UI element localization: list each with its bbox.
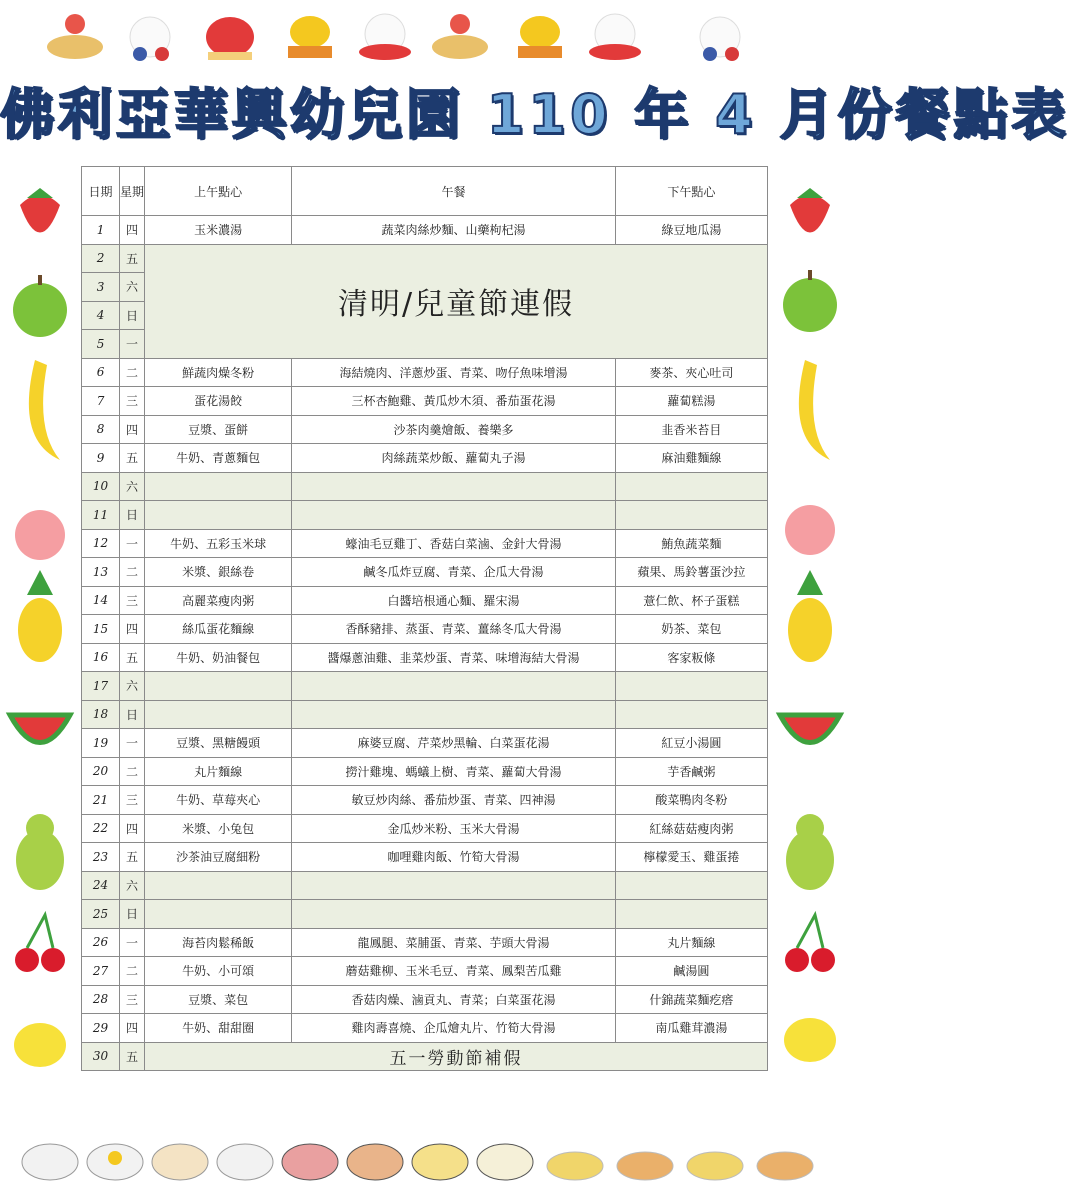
lunch-cell: 香酥豬排、蒸蛋、青菜、薑絲冬瓜大骨湯: [292, 615, 615, 644]
morning-snack-cell: 豆漿、蛋餅: [145, 415, 292, 444]
afternoon-snack-cell: 南瓜雞茸濃湯: [615, 1014, 767, 1043]
cherry-icon: [15, 915, 65, 972]
morning-snack-cell: 米漿、小兔包: [145, 814, 292, 843]
ramen-bowl-icon: [282, 1144, 338, 1180]
afternoon-snack-cell: 麻油雞麵線: [615, 444, 767, 473]
date-cell: 23: [82, 843, 120, 872]
lunch-cell: 三杯杏鮑雞、黃瓜炒木須、番茄蛋花湯: [292, 387, 615, 416]
lunch-cell: 白醬培根通心麵、羅宋湯: [292, 586, 615, 615]
table-row: [82, 472, 768, 501]
morning-snack-cell: 牛奶、五彩玉米球: [145, 529, 292, 558]
morning-snack-cell: 高麗菜瘦肉粥: [145, 586, 292, 615]
morning-snack-cell: 海苔肉鬆稀飯: [145, 928, 292, 957]
header-morning-snack: 上午點心: [145, 167, 292, 216]
morning-snack-cell: 牛奶、甜甜圈: [145, 1014, 292, 1043]
table-row: [82, 216, 768, 245]
weekday-cell: 六: [120, 672, 145, 701]
cherry-icon: [785, 915, 835, 972]
weekday-cell: 五: [120, 843, 145, 872]
table-row: [82, 757, 768, 786]
weekday-cell: 日: [120, 700, 145, 729]
table-row: [82, 985, 768, 1014]
header-date: 日期: [82, 167, 120, 216]
fried-rice-icon: [547, 1152, 603, 1180]
afternoon-snack-cell: 麥茶、夾心吐司: [615, 358, 767, 387]
empty-cell: [292, 900, 615, 929]
empty-cell: [615, 700, 767, 729]
morning-snack-cell: 豆漿、黑糖饅頭: [145, 729, 292, 758]
noodle-bowl-icon: [217, 1144, 273, 1180]
empty-cell: [615, 472, 767, 501]
apple-icon: [13, 275, 67, 337]
banana-icon: [29, 360, 60, 460]
page-title: 佛利亞華興幼兒園 110 年 4 月份餐點表: [0, 83, 1070, 146]
weekday-cell: 二: [120, 558, 145, 587]
lunch-cell: 雞肉壽喜燒、企瓜燴丸片、竹筍大骨湯: [292, 1014, 615, 1043]
weekday-cell: 日: [120, 501, 145, 530]
empty-cell: [292, 501, 615, 530]
table-header-row: [82, 167, 768, 216]
watermelon-icon: [780, 715, 840, 743]
afternoon-snack-cell: 綠豆地瓜湯: [615, 216, 767, 245]
lemon-icon: [14, 1023, 66, 1067]
lunch-cell: 海結燒肉、洋蔥炒蛋、青菜、吻仔魚味增湯: [292, 358, 615, 387]
date-cell: 19: [82, 729, 120, 758]
rice-ball-icon: [700, 17, 740, 61]
table-row: [82, 928, 768, 957]
weekday-cell: 五: [120, 444, 145, 473]
table-row: [82, 529, 768, 558]
date-cell: 29: [82, 1014, 120, 1043]
weekday-cell: 六: [120, 273, 145, 302]
afternoon-snack-cell: 丸片麵線: [615, 928, 767, 957]
date-cell: 6: [82, 358, 120, 387]
morning-snack-cell: 牛奶、青蔥麵包: [145, 444, 292, 473]
afternoon-snack-cell: 客家粄條: [615, 643, 767, 672]
date-cell: 17: [82, 672, 120, 701]
ramen-bowl-icon: [477, 1144, 533, 1180]
table-row: [82, 814, 768, 843]
date-cell: 14: [82, 586, 120, 615]
weekday-cell: 四: [120, 1014, 145, 1043]
empty-cell: [292, 871, 615, 900]
afternoon-snack-cell: 檸檬愛玉、雞蛋捲: [615, 843, 767, 872]
bottom-food-illustrations: [20, 1130, 820, 1190]
afternoon-snack-cell: 酸菜鴨肉冬粉: [615, 786, 767, 815]
date-cell: 4: [82, 301, 120, 330]
date-cell: 20: [82, 757, 120, 786]
right-fruit-border: [775, 160, 845, 1120]
weekday-cell: 六: [120, 871, 145, 900]
date-cell: 7: [82, 387, 120, 416]
lunch-cell: 龍鳳腿、菜脯蛋、青菜、芋頭大骨湯: [292, 928, 615, 957]
weekday-cell: 五: [120, 643, 145, 672]
date-cell: 13: [82, 558, 120, 587]
table-row: [82, 387, 768, 416]
date-cell: 3: [82, 273, 120, 302]
weekday-cell: 三: [120, 586, 145, 615]
date-cell: 5: [82, 330, 120, 359]
noodle-bowl-icon: [22, 1144, 78, 1180]
pineapple-icon: [788, 570, 832, 662]
weekday-cell: 三: [120, 786, 145, 815]
weekday-cell: 一: [120, 330, 145, 359]
table-row: [82, 900, 768, 929]
date-cell: 10: [82, 472, 120, 501]
table-row: [82, 501, 768, 530]
empty-cell: [145, 672, 292, 701]
empty-cell: [292, 700, 615, 729]
afternoon-snack-cell: 鮪魚蔬菜麵: [615, 529, 767, 558]
table-row: [82, 957, 768, 986]
lunch-cell: 香菇肉燥、滷貢丸、青菜；白菜蛋花湯: [292, 985, 615, 1014]
ramen-bowl-icon: [347, 1144, 403, 1180]
strawberry-dessert-icon: [359, 14, 411, 60]
header-afternoon-snack: 下午點心: [615, 167, 767, 216]
noodle-bowl-icon: [152, 1144, 208, 1180]
morning-snack-cell: 沙茶油豆腐細粉: [145, 843, 292, 872]
table-row: [82, 729, 768, 758]
lemon-icon: [784, 1018, 836, 1062]
morning-snack-cell: 鮮蔬肉燥冬粉: [145, 358, 292, 387]
fried-rice-icon: [617, 1152, 673, 1180]
peach-icon: [15, 510, 65, 560]
afternoon-snack-cell: 芋香鹹粥: [615, 757, 767, 786]
weekday-cell: 三: [120, 387, 145, 416]
rice-ball-icon: [130, 17, 170, 61]
noodle-bowl-icon: [87, 1144, 143, 1180]
strawberry-icon: [20, 188, 60, 233]
afternoon-snack-cell: 什錦蔬菜麵疙瘩: [615, 985, 767, 1014]
date-cell: 12: [82, 529, 120, 558]
header-lunch: 午餐: [292, 167, 615, 216]
weekday-cell: 四: [120, 415, 145, 444]
lunch-cell: 麻婆豆腐、芹菜炒黑輪、白菜蛋花湯: [292, 729, 615, 758]
empty-cell: [145, 472, 292, 501]
pancake-icon: [432, 14, 488, 59]
lunch-cell: 沙茶肉羹燴飯、養樂多: [292, 415, 615, 444]
table-row: [82, 244, 768, 273]
weekday-cell: 一: [120, 928, 145, 957]
table-row: [82, 700, 768, 729]
date-cell: 30: [82, 1042, 120, 1071]
date-cell: 8: [82, 415, 120, 444]
pancake-icon: [47, 14, 103, 59]
afternoon-snack-cell: 鹹湯圓: [615, 957, 767, 986]
header-weekday: 星期: [120, 167, 145, 216]
pudding-icon: [518, 16, 562, 58]
fried-rice-icon: [687, 1152, 743, 1180]
weekday-cell: 三: [120, 985, 145, 1014]
holiday-label: 清明/兒童節連假: [145, 244, 768, 358]
table-row: [82, 786, 768, 815]
lunch-cell: 鹹冬瓜炸豆腐、青菜、企瓜大骨湯: [292, 558, 615, 587]
morning-snack-cell: 米漿、銀絲卷: [145, 558, 292, 587]
weekday-cell: 四: [120, 216, 145, 245]
apple-icon: [783, 270, 837, 332]
table-row: [82, 643, 768, 672]
weekday-cell: 日: [120, 301, 145, 330]
weekday-cell: 一: [120, 529, 145, 558]
weekday-cell: 六: [120, 472, 145, 501]
empty-cell: [292, 472, 615, 501]
weekday-cell: 二: [120, 757, 145, 786]
weekday-cell: 一: [120, 729, 145, 758]
table-row: [82, 871, 768, 900]
table-row: [82, 358, 768, 387]
date-cell: 15: [82, 615, 120, 644]
fried-rice-icon: [757, 1152, 813, 1180]
date-cell: 2: [82, 244, 120, 273]
banana-icon: [799, 360, 830, 460]
table-row: [82, 843, 768, 872]
empty-cell: [615, 900, 767, 929]
lunch-cell: 蘑菇雞柳、玉米毛豆、青菜、鳳梨苦瓜雞: [292, 957, 615, 986]
lunch-cell: 撈汁雞塊、螞蟻上樹、青菜、蘿蔔大骨湯: [292, 757, 615, 786]
lunch-cell: 咖哩雞肉飯、竹筍大骨湯: [292, 843, 615, 872]
weekday-cell: 五: [120, 244, 145, 273]
meal-table: [81, 166, 768, 1071]
weekday-cell: 五: [120, 1042, 145, 1071]
morning-snack-cell: 絲瓜蛋花麵線: [145, 615, 292, 644]
peach-icon: [785, 505, 835, 555]
empty-cell: [615, 501, 767, 530]
table-row: [82, 615, 768, 644]
lunch-cell: 肉絲蔬菜炒飯、蘿蔔丸子湯: [292, 444, 615, 473]
afternoon-snack-cell: 韭香米苔目: [615, 415, 767, 444]
empty-cell: [145, 501, 292, 530]
pineapple-icon: [18, 570, 62, 662]
empty-cell: [145, 900, 292, 929]
strawberry-dessert-icon: [589, 14, 641, 60]
empty-cell: [292, 672, 615, 701]
date-cell: 25: [82, 900, 120, 929]
morning-snack-cell: 牛奶、草莓夾心: [145, 786, 292, 815]
afternoon-snack-cell: 紅絲菇菇瘦肉粥: [615, 814, 767, 843]
weekday-cell: 二: [120, 358, 145, 387]
morning-snack-cell: 牛奶、小可頌: [145, 957, 292, 986]
strawberry-icon: [790, 188, 830, 233]
afternoon-snack-cell: 蘿蔔糕湯: [615, 387, 767, 416]
empty-cell: [615, 672, 767, 701]
date-cell: 26: [82, 928, 120, 957]
empty-cell: [615, 871, 767, 900]
weekday-cell: 二: [120, 957, 145, 986]
weekday-cell: 四: [120, 615, 145, 644]
table-row: [82, 586, 768, 615]
table-row: [82, 1014, 768, 1043]
afternoon-snack-cell: 奶茶、菜包: [615, 615, 767, 644]
table-row: [82, 415, 768, 444]
date-cell: 9: [82, 444, 120, 473]
ramen-bowl-icon: [412, 1144, 468, 1180]
table-row: [82, 444, 768, 473]
date-cell: 16: [82, 643, 120, 672]
table-row: [82, 1042, 768, 1071]
pear-icon: [786, 814, 834, 890]
afternoon-snack-cell: 蘋果、馬鈴薯蛋沙拉: [615, 558, 767, 587]
empty-cell: [145, 700, 292, 729]
lunch-cell: 蔬菜肉絲炒麵、山藥枸杞湯: [292, 216, 615, 245]
empty-cell: [145, 871, 292, 900]
morning-snack-cell: 丸片麵線: [145, 757, 292, 786]
jelly-icon: [206, 17, 254, 60]
left-fruit-border: [5, 160, 75, 1120]
weekday-cell: 四: [120, 814, 145, 843]
lunch-cell: 蠔油毛豆雞丁、香菇白菜滷、金針大骨湯: [292, 529, 615, 558]
date-cell: 27: [82, 957, 120, 986]
watermelon-icon: [10, 715, 70, 743]
morning-snack-cell: 牛奶、奶油餐包: [145, 643, 292, 672]
date-cell: 18: [82, 700, 120, 729]
top-food-illustrations: [40, 2, 770, 66]
afternoon-snack-cell: 薏仁飲、杯子蛋糕: [615, 586, 767, 615]
morning-snack-cell: 豆漿、菜包: [145, 985, 292, 1014]
table-row: [82, 672, 768, 701]
labor-day-label: 五一勞動節補假: [145, 1042, 768, 1071]
date-cell: 11: [82, 501, 120, 530]
afternoon-snack-cell: 紅豆小湯圓: [615, 729, 767, 758]
morning-snack-cell: 蛋花湯餃: [145, 387, 292, 416]
date-cell: 1: [82, 216, 120, 245]
date-cell: 22: [82, 814, 120, 843]
morning-snack-cell: 玉米濃湯: [145, 216, 292, 245]
date-cell: 21: [82, 786, 120, 815]
lunch-cell: 金瓜炒米粉、玉米大骨湯: [292, 814, 615, 843]
lunch-cell: 敏豆炒肉絲、番茄炒蛋、青菜、四神湯: [292, 786, 615, 815]
pudding-icon: [288, 16, 332, 58]
date-cell: 28: [82, 985, 120, 1014]
pear-icon: [16, 814, 64, 890]
date-cell: 24: [82, 871, 120, 900]
lunch-cell: 醬爆蔥油雞、韭菜炒蛋、青菜、味增海結大骨湯: [292, 643, 615, 672]
table-row: [82, 558, 768, 587]
weekday-cell: 日: [120, 900, 145, 929]
